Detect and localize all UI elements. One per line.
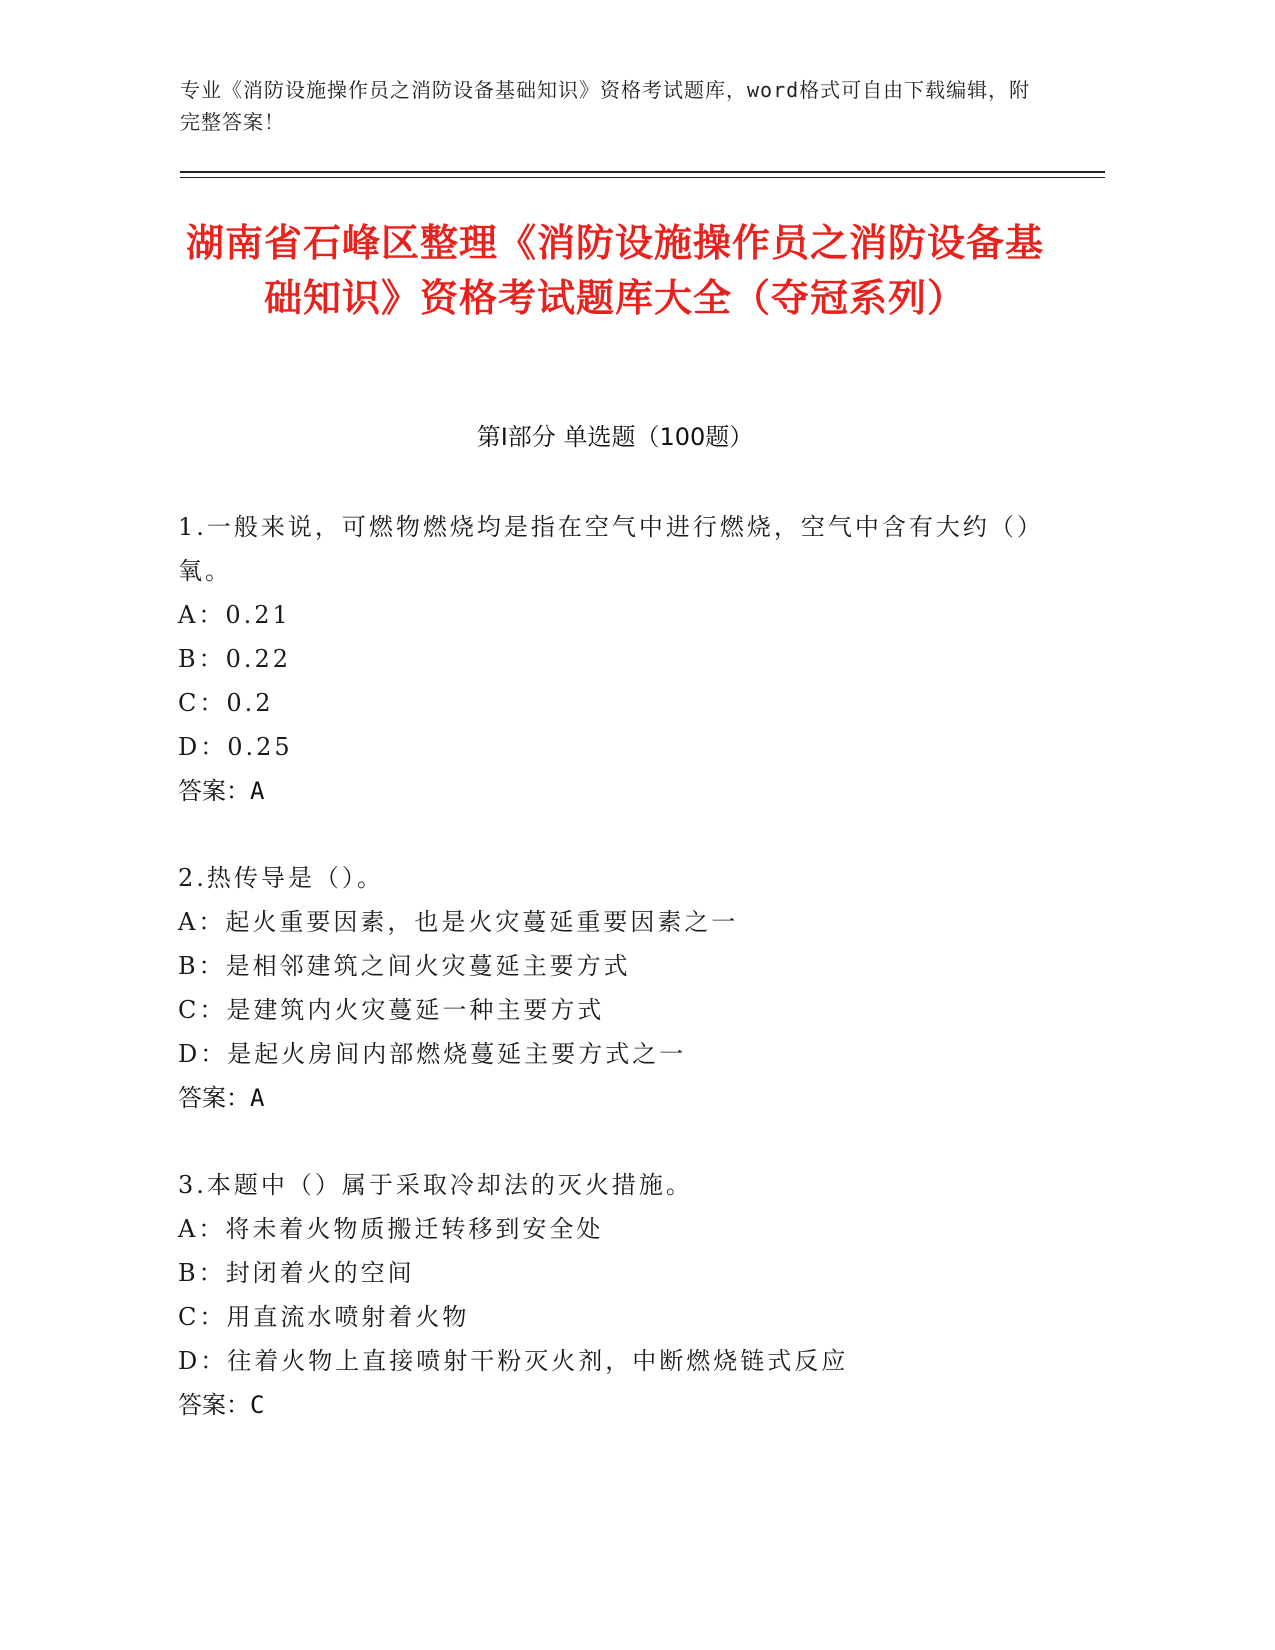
option-text: 将未着火物质搬迁转移到安全处: [225, 1215, 604, 1243]
option-text: 0.21: [225, 601, 291, 629]
option-text: 往着火物上直接喷射干粉灭火剂，中断燃烧链式反应: [227, 1347, 849, 1375]
option-b: [178, 1251, 1058, 1295]
question-stem: 3.本题中（）属于采取冷却法的灭火措施。: [178, 1171, 693, 1199]
option-separator: ：: [200, 733, 228, 761]
option-separator: ：: [199, 689, 227, 717]
option-text: 是建筑内火灾蔓延一种主要方式: [226, 996, 605, 1024]
option-separator: ：: [198, 908, 226, 936]
option-separator: ：: [198, 1259, 226, 1287]
option-key: B: [178, 645, 199, 673]
option-a: [178, 593, 1058, 637]
option-b: [178, 637, 1058, 681]
option-key: C: [178, 689, 200, 717]
option-key: D: [178, 733, 201, 761]
option-d: [178, 1032, 1058, 1076]
answer-line: [178, 769, 1058, 813]
option-key: B: [178, 952, 199, 980]
option-separator: ：: [199, 996, 227, 1024]
option-key: A: [178, 908, 199, 936]
option-key: C: [178, 1303, 200, 1331]
answer-line: [178, 1383, 1058, 1427]
option-a: [178, 1207, 1058, 1251]
option-key: C: [178, 996, 200, 1024]
section-title: 第Ⅰ部分 单选题（100题）: [476, 423, 754, 451]
option-text: 0.2: [226, 689, 274, 717]
option-a: [178, 900, 1058, 944]
option-key: A: [178, 1215, 199, 1243]
option-text: 封闭着火的空间: [225, 1259, 415, 1287]
question-3: [178, 1163, 1058, 1427]
option-text: 起火重要因素，也是火灾蔓延重要因素之一: [225, 908, 739, 936]
question-stem: 1.一般来说，可燃物燃烧均是指在空气中进行燃烧，空气中含有大约（）氧。: [178, 513, 1044, 585]
question-list: [178, 505, 1058, 1470]
question-2: [178, 856, 1058, 1120]
option-separator: ：: [198, 1215, 226, 1243]
question-stem: 2.热传导是（）。: [178, 864, 384, 892]
option-c: [178, 681, 1058, 725]
option-text: 是相邻建筑之间火灾蔓延主要方式: [225, 952, 631, 980]
answer-value: C: [250, 1391, 265, 1419]
option-c: [178, 988, 1058, 1032]
answer-label: 答案：: [178, 1391, 250, 1419]
option-separator: ：: [198, 645, 226, 673]
option-text: 0.22: [225, 645, 292, 673]
option-separator: ：: [200, 1347, 228, 1375]
question-1: [178, 505, 1058, 813]
option-key: D: [178, 1347, 201, 1375]
answer-line: [178, 1076, 1058, 1120]
option-text: 0.25: [227, 733, 293, 761]
option-b: [178, 944, 1058, 988]
option-separator: ：: [199, 1303, 227, 1331]
option-separator: ：: [198, 601, 226, 629]
header-divider-thin: [180, 177, 1105, 178]
header-note: 专业《消防设施操作员之消防设备基础知识》资格考试题库，word格式可自由下载编辑，附完整答案！: [180, 78, 1031, 134]
option-key: B: [178, 1259, 199, 1287]
document-title: 湖南省石峰区整理《消防设施操作员之消防设备基础知识》资格考试题库大全（夺冠系列）: [185, 221, 1044, 320]
option-c: [178, 1295, 1058, 1339]
answer-label: 答案：: [178, 1084, 250, 1112]
answer-label: 答案：: [178, 777, 250, 805]
option-d: [178, 1339, 1058, 1383]
answer-value: A: [250, 1084, 265, 1112]
option-key: D: [178, 1040, 201, 1068]
header-divider-thick: [180, 171, 1105, 173]
option-key: A: [178, 601, 199, 629]
option-text: 用直流水喷射着火物: [226, 1303, 470, 1331]
option-text: 是起火房间内部燃烧蔓延主要方式之一: [227, 1040, 687, 1068]
option-separator: ：: [200, 1040, 228, 1068]
answer-value: A: [250, 777, 265, 805]
option-d: [178, 725, 1058, 769]
option-separator: ：: [198, 952, 226, 980]
